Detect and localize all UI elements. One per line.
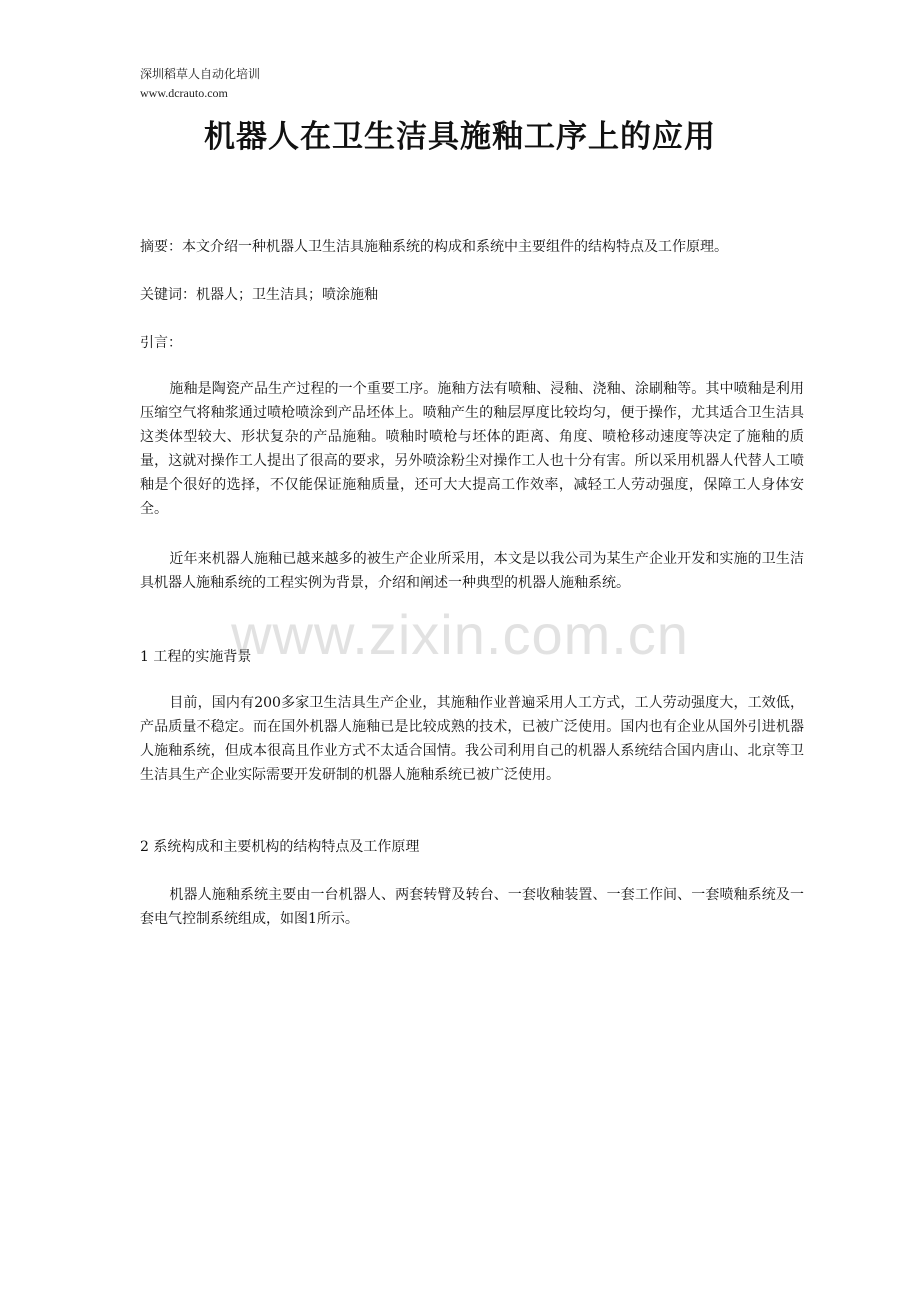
paragraph-intro-1: 施釉是陶瓷产品生产过程的一个重要工序。施釉方法有喷釉、浸釉、浇釉、涂刷釉等。其中喷釉是利用压缩空气将釉浆通过喷枪喷涂到产品坯体上。喷釉产生的釉层厚度比较均匀，便于操作，尤其适合卫生洁具这类体型较大、形状复杂的产品施釉。喷釉时喷枪与坯体的距离、角度、喷枪移动速度等决定了施釉的质量，这就对操作工人提出了很高的要求，另外喷涂粉尘对操作工人也十分有害。所以采用机器人代替人工喷釉是个很好的选择，不仅能保证施釉质量，还可大大提高工作效率，减轻工人劳动强度，保障工人身体安全。 bbox=[140, 381, 804, 517]
intro-label: 引言： bbox=[140, 335, 182, 351]
document-title: 机器人在卫生洁具施釉工序上的应用 bbox=[204, 119, 716, 155]
paragraph-intro-2: 近年来机器人施釉已越来越多的被生产企业所采用，本文是以我公司为某生产企业开发和实施的卫生洁具机器人施釉系统的工程实例为背景，介绍和阐述一种典型的机器人施釉系统。 bbox=[140, 551, 804, 591]
paragraph-section-1: 目前，国内有200多家卫生洁具生产企业，其施釉作业普遍采用人工方式，工人劳动强度大，工效低，产品质量不稳定。而在国外机器人施釉已是比较成熟的技术，已被广泛使用。国内也有企业从国外引进机器人施釉系统，但成本很高且作业方式不太适合国情。我公司利用自己的机器人系统结合国内唐山、北京等卫生洁具生产企业实际需要开发研制的机器人施釉系统已被广泛使用。 bbox=[140, 695, 804, 783]
watermark: www.zixin.com.cn bbox=[231, 603, 689, 666]
header-website: www.dcrauto.com bbox=[140, 86, 228, 100]
section-heading-2: 2 系统构成和主要机构的结构特点及工作原理 bbox=[140, 839, 420, 855]
keywords: 关键词：机器人；卫生洁具；喷涂施釉 bbox=[140, 287, 378, 303]
abstract: 摘要：本文介绍一种机器人卫生洁具施釉系统的构成和系统中主要组件的结构特点及工作原理。 bbox=[140, 239, 728, 255]
paragraph-section-2: 机器人施釉系统主要由一台机器人、两套转臂及转台、一套收釉装置、一套工作间、一套喷釉系统及一套电气控制系统组成，如图1所示。 bbox=[140, 887, 804, 927]
section-heading-1: 1 工程的实施背景 bbox=[140, 649, 252, 665]
header-organization: 深圳稻草人自动化培训 bbox=[140, 67, 261, 81]
